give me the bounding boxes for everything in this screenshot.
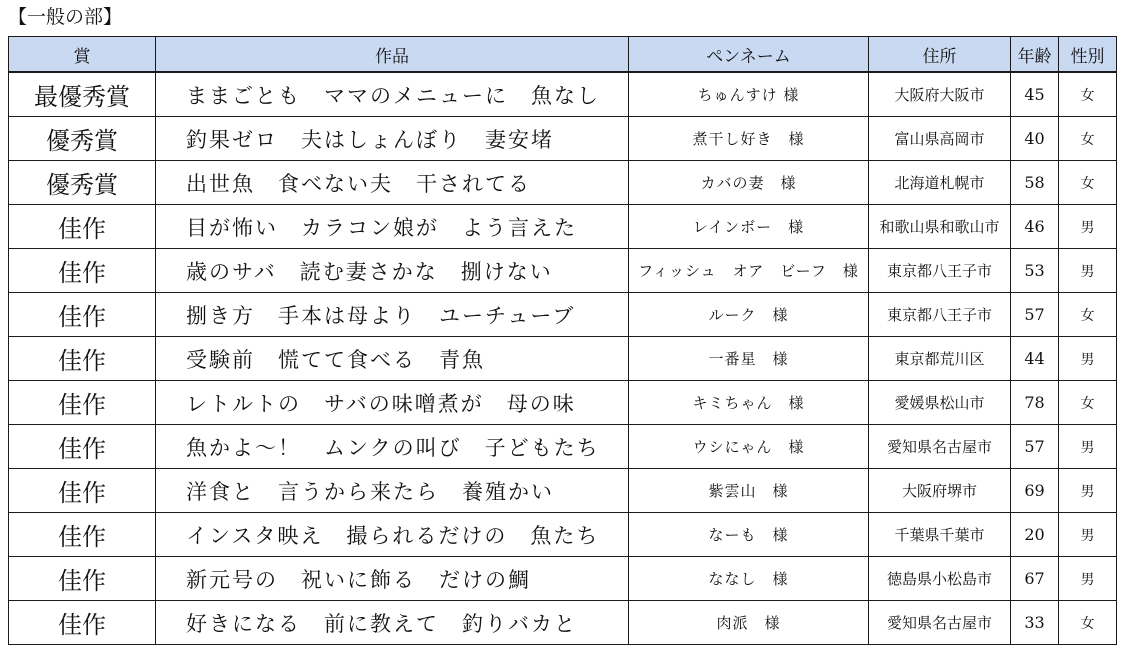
work-cell: 目が怖い カラコン娘が よう言えた [156, 205, 629, 249]
age-cell: 57 [1011, 293, 1059, 337]
work-cell: 釣果ゼロ 夫はしょんぼり 妻安堵 [156, 117, 629, 161]
table-row [9, 72, 1117, 117]
age-cell: 58 [1011, 161, 1059, 205]
work-cell: ままごとも ママのメニューに 魚なし [156, 72, 629, 117]
address-cell: 千葉県千葉市 [869, 513, 1011, 557]
age-cell: 33 [1011, 601, 1059, 645]
pen-name-cell: キミちゃん 様 [629, 381, 869, 425]
sex-cell: 女 [1059, 381, 1117, 425]
table-row [9, 425, 1117, 469]
address-cell: 徳島県小松島市 [869, 557, 1011, 601]
sex-cell: 男 [1059, 337, 1117, 381]
table-header-row [9, 37, 1117, 73]
sex-cell: 男 [1059, 469, 1117, 513]
work-cell: レトルトの サバの味噌煮が 母の味 [156, 381, 629, 425]
work-cell: 好きになる 前に教えて 釣りバカと [156, 601, 629, 645]
pen-name-cell: ウシにゃん 様 [629, 425, 869, 469]
sex-cell: 男 [1059, 249, 1117, 293]
age-cell: 20 [1011, 513, 1059, 557]
age-cell: 45 [1011, 72, 1059, 117]
award-cell: 佳作 [9, 249, 156, 293]
table-row [9, 249, 1117, 293]
work-cell: 新元号の 祝いに飾る だけの鯛 [156, 557, 629, 601]
age-cell: 40 [1011, 117, 1059, 161]
pen-name-cell: 煮干し好き 様 [629, 117, 869, 161]
age-cell: 67 [1011, 557, 1059, 601]
sex-cell: 女 [1059, 601, 1117, 645]
table-row [9, 337, 1117, 381]
table-row [9, 601, 1117, 645]
sex-cell: 女 [1059, 161, 1117, 205]
work-cell: インスタ映え 撮られるだけの 魚たち [156, 513, 629, 557]
pen-name-cell: ルーク 様 [629, 293, 869, 337]
table-row [9, 469, 1117, 513]
pen-name-cell: 紫雲山 様 [629, 469, 869, 513]
age-cell: 53 [1011, 249, 1059, 293]
address-cell: 東京都八王子市 [869, 293, 1011, 337]
award-cell: 佳作 [9, 205, 156, 249]
award-cell: 佳作 [9, 557, 156, 601]
section-title: 【一般の部】 [8, 6, 123, 28]
header-address: 住所 [869, 37, 1011, 73]
sex-cell: 男 [1059, 205, 1117, 249]
address-cell: 大阪府大阪市 [869, 72, 1011, 117]
work-cell: 捌き方 手本は母より ユーチューブ [156, 293, 629, 337]
address-cell: 和歌山県和歌山市 [869, 205, 1011, 249]
address-cell: 富山県高岡市 [869, 117, 1011, 161]
address-cell: 東京都八王子市 [869, 249, 1011, 293]
work-cell: 歳のサバ 読む妻さかな 捌けない [156, 249, 629, 293]
sex-cell: 男 [1059, 513, 1117, 557]
award-cell: 佳作 [9, 601, 156, 645]
award-cell: 佳作 [9, 293, 156, 337]
address-cell: 大阪府堺市 [869, 469, 1011, 513]
address-cell: 北海道札幌市 [869, 161, 1011, 205]
awards-table [8, 36, 1117, 645]
pen-name-cell: 一番星 様 [629, 337, 869, 381]
pen-name-cell: ななし 様 [629, 557, 869, 601]
table-row [9, 381, 1117, 425]
age-cell: 78 [1011, 381, 1059, 425]
award-cell: 佳作 [9, 513, 156, 557]
age-cell: 46 [1011, 205, 1059, 249]
pen-name-cell: フィッシュ オア ビーフ 様 [629, 249, 869, 293]
address-cell: 愛媛県松山市 [869, 381, 1011, 425]
sex-cell: 男 [1059, 557, 1117, 601]
header-work: 作品 [156, 37, 629, 73]
age-cell: 69 [1011, 469, 1059, 513]
header-award: 賞 [9, 37, 156, 73]
sex-cell: 女 [1059, 72, 1117, 117]
award-cell: 佳作 [9, 381, 156, 425]
award-cell: 最優秀賞 [9, 72, 156, 117]
header-age: 年齢 [1011, 37, 1059, 73]
pen-name-cell: レインボー 様 [629, 205, 869, 249]
address-cell: 愛知県名古屋市 [869, 425, 1011, 469]
award-cell: 優秀賞 [9, 117, 156, 161]
table-row [9, 293, 1117, 337]
pen-name-cell: 肉派 様 [629, 601, 869, 645]
table-row [9, 117, 1117, 161]
age-cell: 57 [1011, 425, 1059, 469]
award-cell: 佳作 [9, 425, 156, 469]
header-pen-name: ペンネーム [629, 37, 869, 73]
pen-name-cell: カバの妻 様 [629, 161, 869, 205]
pen-name-cell: なーも 様 [629, 513, 869, 557]
sex-cell: 女 [1059, 117, 1117, 161]
work-cell: 受験前 慌てて食べる 青魚 [156, 337, 629, 381]
age-cell: 44 [1011, 337, 1059, 381]
address-cell: 愛知県名古屋市 [869, 601, 1011, 645]
table-row [9, 161, 1117, 205]
table-row [9, 557, 1117, 601]
award-cell: 佳作 [9, 469, 156, 513]
work-cell: 洋食と 言うから来たら 養殖かい [156, 469, 629, 513]
address-cell: 東京都荒川区 [869, 337, 1011, 381]
sex-cell: 女 [1059, 293, 1117, 337]
work-cell: 魚かよ～！ ムンクの叫び 子どもたち [156, 425, 629, 469]
pen-name-cell: ちゅんすけ 様 [629, 72, 869, 117]
award-cell: 優秀賞 [9, 161, 156, 205]
table-row [9, 205, 1117, 249]
table-row [9, 513, 1117, 557]
header-sex: 性別 [1059, 37, 1117, 73]
sex-cell: 男 [1059, 425, 1117, 469]
work-cell: 出世魚 食べない夫 干されてる [156, 161, 629, 205]
award-cell: 佳作 [9, 337, 156, 381]
